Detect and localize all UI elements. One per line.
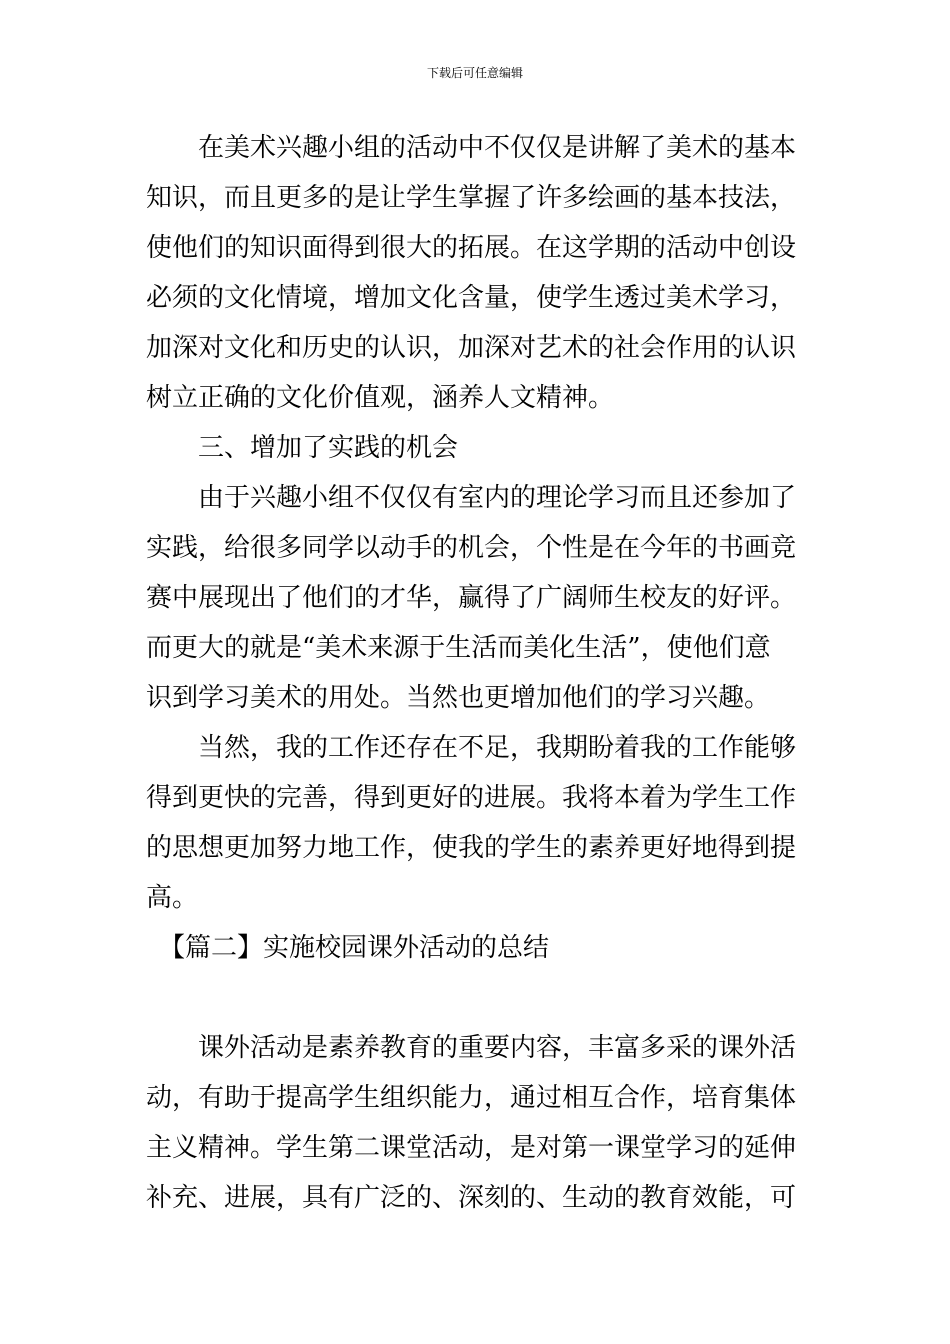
text-line: 课外活动是素养教育的重要内容，丰富多采的课外活: [146, 1033, 797, 1063]
text-line: 必须的文化情境，增加文化含量，使学生透过美术学习，: [146, 283, 797, 313]
text-line: 高。: [146, 883, 199, 913]
text-line: 主义精神。学生第二课堂活动，是对第一课堂学习的延伸: [146, 1133, 797, 1163]
text-line: 动，有助于提高学生组织能力，通过相互合作，培育集体: [146, 1083, 797, 1113]
section-heading: 三、增加了实践的机会: [146, 433, 459, 463]
text-line: 实践，给很多同学以动手的机会，个性是在今年的书画竞: [146, 533, 797, 563]
text-line: 树立正确的文化价值观，涵养人文精神。: [146, 383, 615, 413]
text-line: 使他们的知识面得到很大的拓展。在这学期的活动中创设: [146, 233, 797, 263]
text-line: 补充、进展，具有广泛的、深刻的、生动的教育效能，可: [146, 1183, 797, 1213]
text-line: 当然，我的工作还存在不足，我期盼着我的工作能够: [146, 733, 797, 763]
article-title: 【篇二】实施校园课外活动的总结: [146, 933, 550, 963]
text-line: 识到学习美术的用处。当然也更增加他们的学习兴趣。: [146, 683, 771, 713]
text-line: 而更大的就是“美术来源于生活而美化生活”，使他们意: [146, 633, 771, 663]
text-line: 由于兴趣小组不仅仅有室内的理论学习而且还参加了: [146, 483, 797, 513]
text-line: 在美术兴趣小组的活动中不仅仅是讲解了美术的基本: [146, 133, 797, 163]
text-line: 的思想更加努力地工作，使我的学生的素养更好地得到提: [146, 833, 797, 863]
text-line: 赛中展现出了他们的才华，赢得了广阔师生校友的好评。: [146, 583, 797, 613]
text-line: 知识，而且更多的是让学生掌握了许多绘画的基本技法，: [146, 183, 797, 213]
text-line: 加深对文化和历史的认识，加深对艺术的社会作用的认识: [146, 333, 797, 363]
page-header: 下载后可任意编辑: [426, 66, 523, 80]
text-line: 得到更快的完善，得到更好的进展。我将本着为学生工作: [146, 783, 797, 813]
